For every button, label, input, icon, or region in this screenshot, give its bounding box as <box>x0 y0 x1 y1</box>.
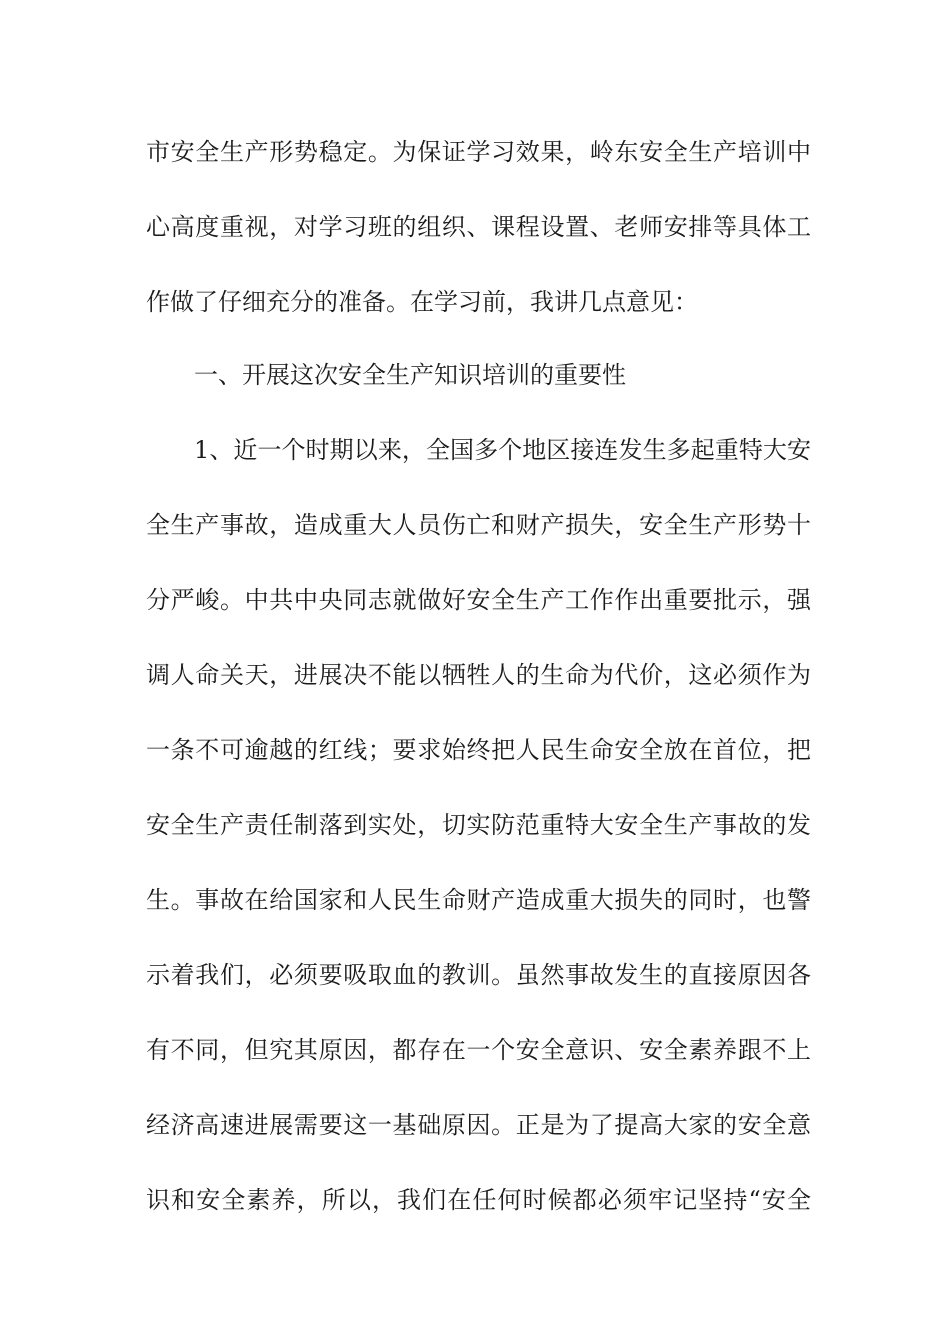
text-line-6: 全生产事故，造成重大人员伤亡和财产损失，安全生产形势十 <box>146 511 811 539</box>
text-line-13: 有不同，但究其原因，都存在一个安全意识、安全素养跟不上 <box>146 1036 811 1064</box>
text-line-15: 识和安全素养，所以，我们在任何时候都必须牢记坚持“安全 <box>146 1186 811 1214</box>
text-line-8: 调人命关天，进展决不能以牺牲人的生命为代价，这必须作为 <box>146 661 811 689</box>
text-line-11: 生。事故在给国家和人民生命财产造成重大损失的同时，也警 <box>146 886 811 914</box>
text-line-12: 示着我们，必须要吸取血的教训。虽然事故发生的直接原因各 <box>146 961 811 989</box>
text-line-5: 1、近一个时期以来，全国多个地区接连发生多起重特大安 <box>194 436 811 464</box>
text-line-10: 安全生产责任制落到实处，切实防范重特大安全生产事故的发 <box>146 811 811 839</box>
text-line-14: 经济高速进展需要这一基础原因。正是为了提高大家的安全意 <box>146 1111 811 1139</box>
text-line-2: 心高度重视，对学习班的组织、课程设置、老师安排等具体工 <box>146 213 811 241</box>
section-heading: 一、开展这次安全生产知识培训的重要性 <box>194 361 626 389</box>
text-line-3: 作做了仔细充分的准备。在学习前，我讲几点意见： <box>146 288 698 316</box>
text-line-9: 一条不可逾越的红线；要求始终把人民生命安全放在首位，把 <box>146 736 811 764</box>
text-line-1: 市安全生产形势稳定。为保证学习效果，岭东安全生产培训中 <box>146 138 811 166</box>
text-line-7: 分严峻。中共中央同志就做好安全生产工作作出重要批示，强 <box>146 586 811 614</box>
